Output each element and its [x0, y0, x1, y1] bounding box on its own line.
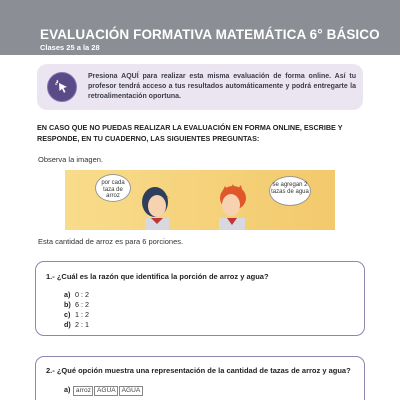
question-2 — [35, 356, 365, 400]
question-1 — [35, 261, 365, 336]
option-text: 1 : 2 — [75, 310, 89, 319]
option-d[interactable] — [64, 320, 89, 330]
water-chip: AGUA — [119, 386, 143, 396]
cursor-click-icon[interactable] — [47, 72, 77, 102]
rice-chip: arroz — [73, 386, 93, 396]
option-letter: b) — [64, 300, 71, 309]
observe-label: Observa la imagen. — [38, 155, 104, 164]
option-text: 0 : 2 — [75, 290, 89, 299]
option-text: 2 : 1 — [75, 320, 89, 329]
portions-text: Esta cantidad de arroz es para 6 porciones. — [38, 237, 184, 246]
comic-illustration — [65, 170, 335, 230]
option-a[interactable] — [64, 290, 89, 300]
page-header — [0, 0, 400, 55]
question-1-title: 1.- ¿Cuál es la razón que identifica la porción de arroz y agua? — [46, 272, 269, 281]
question-2-title: 2.- ¿Qué opción muestra una representación de la cantidad de tazas de arroz y agua? — [46, 366, 351, 375]
speech-bubble-left: por cada taza de arroz — [95, 174, 131, 202]
option-letter: a) — [64, 290, 71, 299]
page-subtitle: Clases 25 a la 28 — [40, 43, 100, 52]
page-title: EVALUACIÓN FORMATIVA MATEMÁTICA 6° BÁSICO — [40, 27, 380, 42]
question-1-options — [64, 290, 89, 330]
option-b[interactable] — [64, 300, 89, 310]
water-chip: AGUA — [94, 386, 118, 396]
option-a[interactable] — [64, 385, 143, 396]
option-letter: c) — [64, 310, 71, 319]
option-letter: a) — [64, 385, 71, 394]
online-evaluation-notice[interactable] — [37, 64, 363, 110]
instructions-text: EN CASO QUE NO PUEDAS REALIZAR LA EVALUACIÓN EN FORMA ONLINE, ESCRIBE Y RESPONDE, EN TU CUADERNO, LAS SIGUIENTES PREGUNTAS: — [37, 123, 343, 143]
option-letter: d) — [64, 320, 71, 329]
notice-text: Presiona AQUÍ para realizar esta misma evaluación de forma online. Así tu profesor tendrá acceso a tus resultados automáticamente y podrá entregarte la retroalimentación oportuna. — [88, 73, 356, 100]
speech-bubble-right: se agregan 2 tazas de agua — [269, 176, 311, 206]
option-c[interactable] — [64, 310, 89, 320]
option-text: 6 : 2 — [75, 300, 89, 309]
